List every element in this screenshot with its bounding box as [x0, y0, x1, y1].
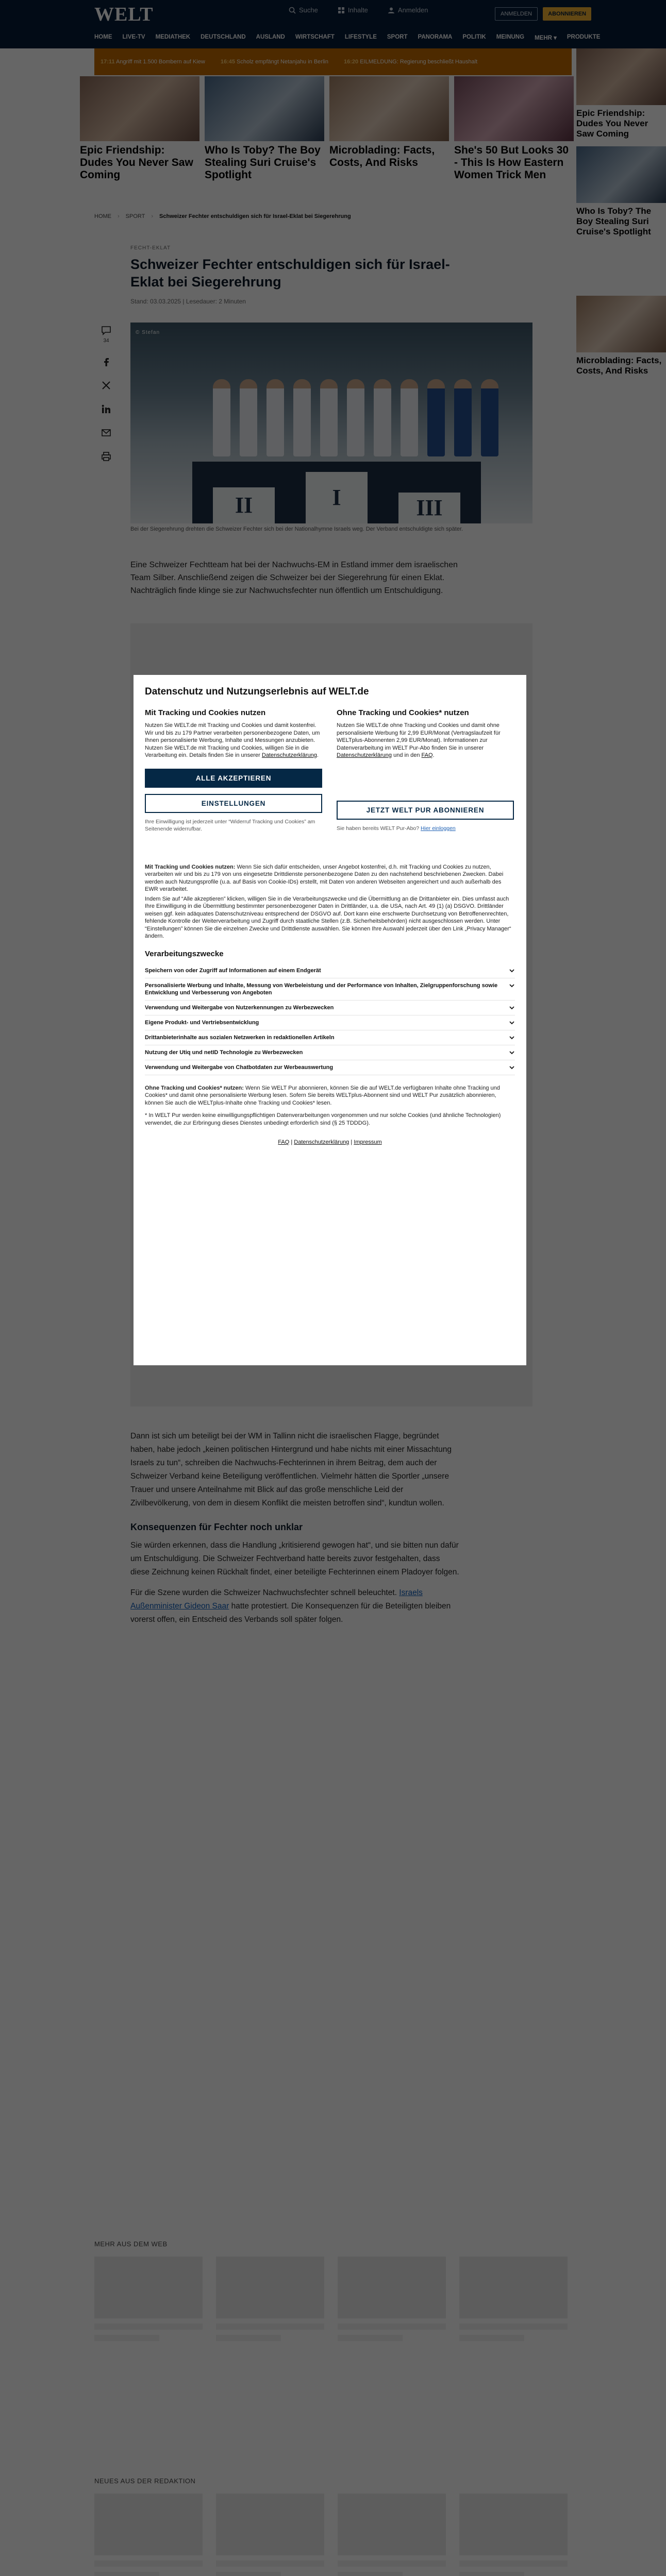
consent-title: Datenschutz und Nutzungserlebnis auf WELT.de: [145, 686, 369, 697]
without-tracking-note: Ohne Tracking und Cookies* nutzen: Wenn Sie WELT Pur abonnieren, können Sie die auf WELT.de verfügbaren Inhalte ohne Tracking und Cookies* und damit ohne personalisierte Werbung lesen. Sofern Sie bereits WELTplus-Abonnent sind und WELT Pur zusätzlich abonnieren, können Sie auch die WELTplus-Inhalte ohne Tracking und Cookies* lesen. * In WELT Pur werden keine einwilligungspflichtigen Datenverarbeitungen vorgenommen und nur solche Cookies (und ähnliche Technologien) verwendet, die zur Erbringung dieses Dienstes unbedingt erforderlich sind (§ 25 TDDDG).: [145, 1084, 501, 1126]
privacy-policy-link[interactable]: Datenschutzerklärung: [294, 1139, 349, 1145]
consent-footer-links: FAQ | Datenschutzerklärung | Impressum: [278, 1139, 382, 1145]
privacy-link[interactable]: Datenschutzerklärung: [337, 752, 392, 758]
purpose-item[interactable]: Drittanbieterinhalte aus sozialen Netzwerken in redaktionellen Artikeln: [145, 1030, 515, 1045]
purposes-heading: Verarbeitungszwecke: [145, 949, 224, 958]
subscribe-welt-pur-button[interactable]: JETZT WELT PUR ABONNIEREN: [337, 801, 514, 820]
option-without-tracking: [337, 708, 514, 833]
chevron-down-icon: [509, 1005, 515, 1011]
chevron-down-icon: [509, 968, 515, 974]
purpose-item[interactable]: Eigene Produkt- und Vertriebsentwicklung: [145, 1015, 515, 1030]
faq-link[interactable]: FAQ: [278, 1139, 290, 1145]
chevron-down-icon: [509, 1064, 515, 1071]
chevron-down-icon: [509, 1035, 515, 1041]
settings-button[interactable]: EINSTELLUNGEN: [145, 794, 322, 813]
chevron-down-icon: [509, 1049, 515, 1056]
purpose-list: [145, 963, 515, 1075]
option-text: Nutzen Sie WELT.de mit Tracking und Cookies und damit kostenfrei. Wir und bis zu 179 Partner verarbeiten personenbezogene Daten, um Ihnen personalisierte Werbung, Inhalte und Messungen anzubieten. Nutzen Sie WELT.de mit Tracking und Cookies, willigen Sie in die Verarbeitung ein. Details finden Sie in unserer Datenschutzerklärung.: [145, 722, 320, 758]
option-with-tracking: [145, 708, 322, 833]
option-heading: Ohne Tracking und Cookies* nutzen: [337, 708, 469, 717]
purpose-item[interactable]: Verwendung und Weitergabe von Nutzerkennungen zu Werbezwecken: [145, 1001, 515, 1015]
chevron-down-icon: [509, 1020, 515, 1026]
purpose-item[interactable]: Verwendung und Weitergabe von Chatbotdaten zur Werbeauswertung: [145, 1060, 515, 1075]
purpose-item[interactable]: Nutzung der Utiq und netID Technologie zu Werbezwecken: [145, 1045, 515, 1060]
imprint-link[interactable]: Impressum: [354, 1139, 382, 1145]
accept-all-button[interactable]: ALLE AKZEPTIEREN: [145, 769, 322, 788]
consent-dialog: [134, 675, 526, 1365]
option-heading: Mit Tracking und Cookies nutzen: [145, 708, 266, 717]
revoke-hint: Ihre Einwilligung ist jederzeit unter “Widerruf Tracking und Cookies” am Seitenende widerrufbar.: [145, 818, 315, 832]
login-link[interactable]: Hier einloggen: [421, 825, 456, 832]
purpose-item[interactable]: Speichern von oder Zugriff auf Informationen auf einem Endgerät: [145, 963, 515, 978]
consent-options: [145, 708, 515, 833]
privacy-link[interactable]: Datenschutzerklärung: [261, 752, 317, 758]
purpose-item[interactable]: Personalisierte Werbung und Inhalte, Messung von Werbeleistung und der Performance von Inhalten, Zielgruppenforschung sowie Entwicklung und Verbesserung von Angeboten: [145, 978, 515, 1001]
faq-link[interactable]: FAQ: [421, 752, 433, 758]
login-hint: Sie haben bereits WELT Pur-Abo? Hier einloggen: [337, 825, 456, 832]
option-text: Nutzen Sie WELT.de ohne Tracking und Cookies und damit ohne personalisierte Werbung für 2,99 EUR/Monat (Vertragslaufzeit für WELTplus-Abonnenten 2,99 EUR/Monat). Informationen zur Datenverarbeitung im WELT Pur-Abo finden Sie in unserer Datenschutzerklärung und in den FAQ.: [337, 722, 501, 758]
chevron-down-icon: [509, 982, 515, 989]
consent-details: Mit Tracking und Cookies nutzen: Wenn Sie sich dafür entscheiden, unser Angebot kostenfrei, d.h. mit Tracking und Cookies zu nutzen, verarbeiten wir und bis zu 179 von uns eingesetzte Drittdienste personenbezogene Daten zu den nachstehend beschriebenen Zwecken. Dabei werden auch Nutzungsprofile (u.a. auf Basis von Cookie-IDs) erstellt, mit Daten von anderen Webseiten angereichert und auch außerhalb des EWR verarbeitet. Indem Sie auf “Alle akzeptieren” klicken, willigen Sie in die Verarbeitungszwecke und die Übermittlung an die Drittanbieter ein. Dies umfasst auch Ihre Einwilligung in die Übermittlung bestimmter personenbezogener Daten in Drittländer, u.a. die USA, nach Art. 49 (1) (a) DSGVO. Drittländer weisen ggf. kein adäquates Datenschutzniveau entsprechend der DSGVO auf. Dort kann eine erschwerte Durchsetzung von Betroffenenrechten, fehlende Kontrolle der Weiterverarbeitung und Zugriff durch staatliche Stellen (z.B. Sicherheitsbehörden) nicht ausgeschlossen werden. Unter “Einstellungen” können Sie die einzelnen Zwecke und Drittdienste auswählen. Sie können Ihre Auswahl jederzeit über den Link „Privacy Manager“ ändern.: [145, 863, 511, 939]
